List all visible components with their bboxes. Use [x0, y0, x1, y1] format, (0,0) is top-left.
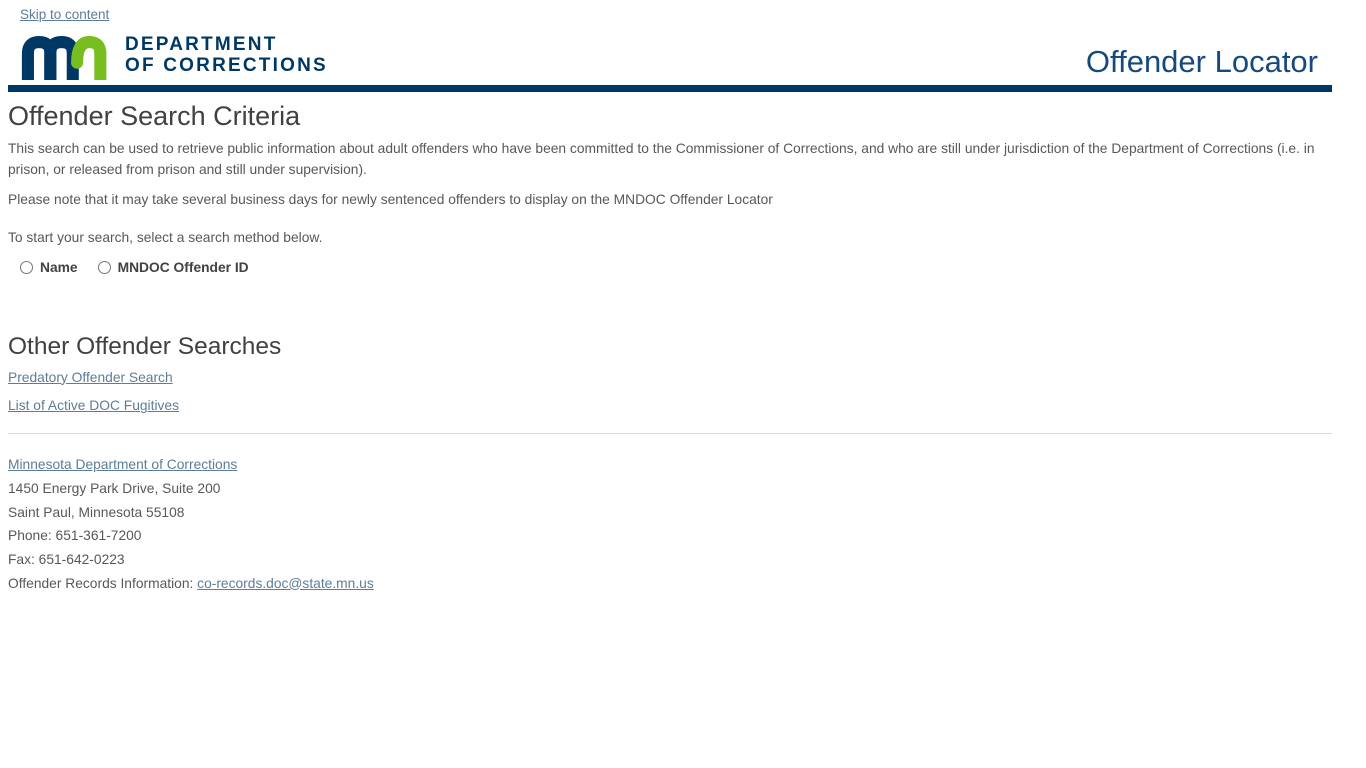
skip-row	[8, 6, 1332, 24]
main-content	[8, 101, 1332, 417]
logo-wordmark	[125, 34, 328, 76]
intro-paragraph: This search can be used to retrieve public information about adult offenders who have been committed to the Commissioner of Corrections, and who are still under jurisdiction of the Department of Corrections (i.e. in prison, or released from prison and still under supervision).	[8, 141, 1315, 177]
instruction-paragraph: To start your search, select a search method below.	[8, 230, 323, 246]
mn-doc-homepage-link[interactable]: Minnesota Department of Corrections	[8, 457, 238, 473]
active-doc-fugitives-link[interactable]: List of Active DOC Fugitives	[8, 398, 179, 414]
records-email-link[interactable]: co-records.doc@state.mn.us	[197, 575, 374, 591]
other-searches-heading: Other Offender Searches	[8, 332, 282, 360]
records-label: Offender Records Information:	[8, 575, 198, 591]
search-criteria-heading: Offender Search Criteria	[8, 101, 301, 131]
search-method-option-offender-id[interactable]	[98, 260, 249, 275]
mndoc-offender-id-radio[interactable]	[98, 261, 111, 274]
footer-phone: Phone: 651-361-7200	[8, 528, 142, 544]
mn-doc-logo	[20, 30, 328, 80]
name-radio[interactable]	[20, 261, 33, 274]
footer-address-line1: 1450 Energy Park Drive, Suite 200	[8, 480, 221, 496]
footer-address-line2: Saint Paul, Minnesota 55108	[8, 504, 185, 520]
footer	[8, 434, 1332, 594]
footer-fax: Fax: 651-642-0223	[8, 551, 125, 567]
logo-wordmark-line1: DEPARTMENT	[125, 34, 278, 55]
logo-wordmark-line2: OF CORRECTIONS	[125, 55, 328, 76]
link-row	[8, 368, 1332, 389]
header	[8, 30, 1332, 92]
footer-org-row	[8, 455, 1332, 476]
search-method-radio-group	[8, 260, 1332, 275]
name-radio-label: Name	[40, 259, 78, 275]
footer-records-row	[8, 574, 1332, 595]
page-title: Offender Locator	[1085, 44, 1318, 79]
skip-to-content-link[interactable]: Skip to content	[20, 7, 110, 22]
mndoc-offender-id-radio-label: MNDOC Offender ID	[117, 259, 249, 275]
note-paragraph: Please note that it may take several business days for newly sentenced offenders to display on the MNDOC Offender Locator	[8, 192, 773, 208]
page-container	[8, 0, 1332, 594]
link-row	[8, 396, 1332, 417]
mn-state-logo-icon	[20, 30, 110, 80]
predatory-offender-search-link[interactable]: Predatory Offender Search	[8, 369, 173, 385]
search-method-option-name[interactable]	[20, 260, 78, 275]
